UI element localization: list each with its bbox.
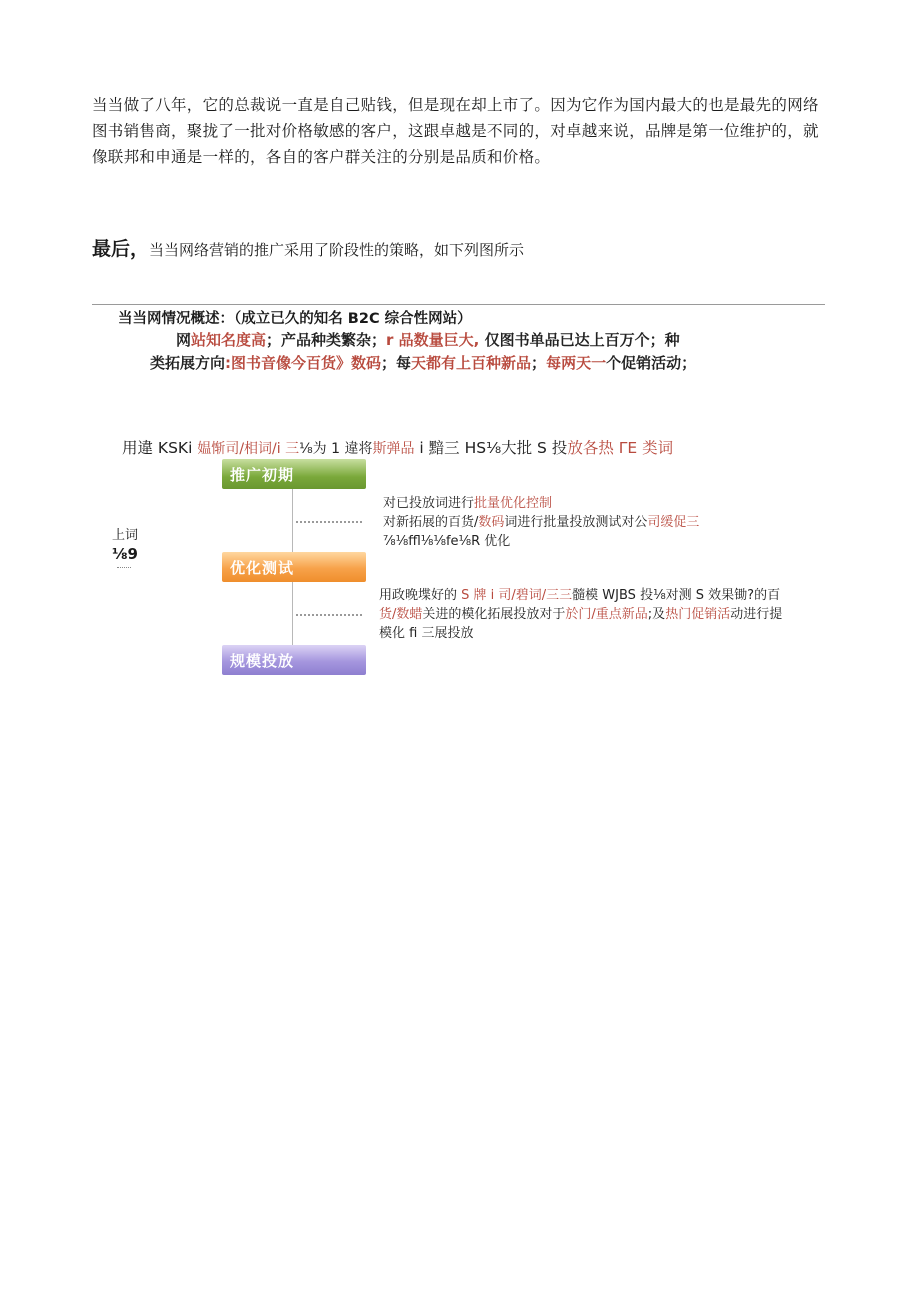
top-e: i 黯三 HS⅛大批 S 投 xyxy=(414,439,568,457)
d2-2a: 货/数蜡 xyxy=(379,607,423,622)
d1-1a: 对已投放词进行 xyxy=(383,496,475,511)
d1-1b: 批量优化控制 xyxy=(474,496,553,511)
dotted-leader-1 xyxy=(296,521,362,523)
connector-upper xyxy=(292,489,293,552)
d2-2e: 热门促销活 xyxy=(665,607,731,622)
d2-2c: 於门/重点新品 xyxy=(565,607,648,622)
ov1-b: 站知名度高 xyxy=(191,331,267,349)
d2-1d: 投⅛对测 S 效果锄?的百 xyxy=(635,588,781,603)
d2-2b: 关进的模化拓展投放对于 xyxy=(422,607,566,622)
d2-1a: 用政晚堞好的 xyxy=(379,588,462,603)
d2-2f: 动进行提 xyxy=(730,607,783,622)
ov1-e: 仅图书单品已达上百万个；种 xyxy=(479,331,680,349)
stage-scale: 规模投放 xyxy=(222,645,366,675)
d1-3: ⅞⅛ffl⅛⅛fe⅛R 优化 xyxy=(383,534,511,549)
side-label-top: 上词 xyxy=(112,528,139,543)
ov2-f: 每两天一 xyxy=(546,354,607,372)
heading-lead: 最后， xyxy=(92,238,150,260)
ov2-d: 天都有上百种新品 xyxy=(411,354,532,372)
dotted-leader-2 xyxy=(296,614,362,616)
overview-line-1 xyxy=(176,329,680,350)
side-label-value: ⅛9 xyxy=(112,545,138,563)
stage-initial: 推广初期 xyxy=(222,459,366,489)
stage-optimize: 优化测试 xyxy=(222,552,366,582)
ov2-e: ； xyxy=(531,354,547,372)
ov2-c: ；每 xyxy=(381,354,412,372)
overview-line-2 xyxy=(150,352,696,373)
section-heading xyxy=(92,234,524,261)
diagram-top-line xyxy=(122,436,673,458)
d2-2d: ;及 xyxy=(647,607,666,622)
d2-1c: 髓模 WJBS xyxy=(572,588,636,603)
d2-3: 模化 fi 三展投放 xyxy=(379,626,474,641)
ov2-a: 类拓展方向 xyxy=(150,354,226,372)
top-c: ⅛为 1 違将 xyxy=(299,441,373,457)
desc-optimize xyxy=(379,586,782,643)
ov1-c: ；产品种类繁杂； xyxy=(266,331,387,349)
top-d: 斯弹品 xyxy=(372,441,415,457)
side-label xyxy=(112,527,138,563)
ov2-b: :图书音像今百货》数码 xyxy=(225,354,382,372)
ov2-g: 个促销活动； xyxy=(606,354,697,372)
intro-paragraph: 当当做了八年，它的总裁说一直是自己贴钱，但是现在却上市了。因为它作为国内最大的也是最先的网络图书销售商，聚拢了一批对价格敏感的客户，这跟卓越是不同的，对卓越来说，品牌是第一位维护的，就像联邦和申通是一样的，各自的客户群关注的分别是品质和价格。 xyxy=(92,96,819,166)
top-f: 放各热 ΓE 类词 xyxy=(567,439,674,457)
desc-initial xyxy=(383,494,699,551)
ov1-d: r 品数量巨大, xyxy=(386,331,480,349)
d2-1b: S 牌 i 司/碧词/三三 xyxy=(461,588,573,603)
d1-2d: 司缓促三 xyxy=(647,515,700,530)
overview-title: 当当网情况概述：（成立已久的知名 B2C 综合性网站） xyxy=(118,311,472,327)
top-b: 媪惭司/相词/i 三 xyxy=(197,441,300,457)
connector-lower xyxy=(292,582,293,645)
heading-text: 当当网络营销的推广采用了阶段性的策略，如下列图所示 xyxy=(149,241,525,259)
d1-2a: 对新拓展的百货/ xyxy=(383,515,479,530)
top-a: 用違 KSKi xyxy=(122,439,198,457)
d1-2c: 词进行批量投放测试对公 xyxy=(504,515,648,530)
ov1-a: 网 xyxy=(176,331,192,349)
side-tick xyxy=(117,567,131,568)
d1-2b: 数码 xyxy=(478,515,505,530)
divider xyxy=(92,304,825,305)
